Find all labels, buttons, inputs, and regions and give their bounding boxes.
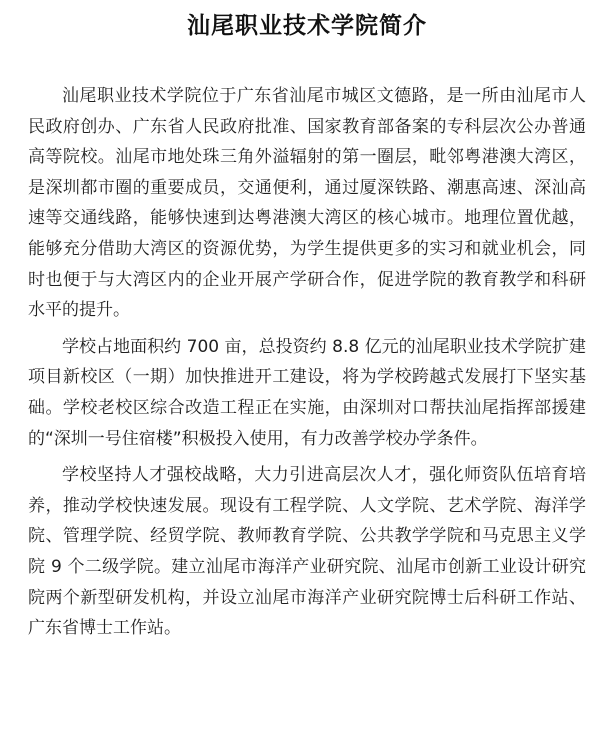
article-body [28,81,586,644]
paragraph-faculty: 学校坚持人才强校战略，大力引进高层次人才，强化师资队伍培育培养，推动学校快速发展。现设有工程学院、人文学院、艺术学院、海洋学院、管理学院、经贸学院、教师教育学院、公共教学学院和马克思主义学院 9 个二级学院。建立汕尾市海洋产业研究院、汕尾市创新工业设计研究院两个新型研发机构，并设立汕尾市海洋产业研究院博士后科研工作站、广东省博士工作站。 [28,465,586,639]
page-title: 汕尾职业技术学院简介 [187,13,427,39]
paragraph-location: 汕尾职业技术学院位于广东省汕尾市城区文德路，是一所由汕尾市人民政府创办、广东省人民政府批准、国家教育部备案的专科层次公办普通高等院校。汕尾市地处珠三角外溢辐射的第一圈层，毗邻粤港澳大湾区，是深圳都市圈的重要成员，交通便利，通过厦深铁路、潮惠高速、深汕高速等交通线路，能够快速到达粤港澳大湾区的核心城市。地理位置优越，能够充分借助大湾区的资源优势，为学生提供更多的实习和就业机会，同时也便于与大湾区内的企业开展产学研合作，促进学院的教育教学和科研水平的提升。 [28,86,586,321]
paragraph-campus: 学校占地面积约 700 亩，总投资约 8.8 亿元的汕尾职业技术学院扩建项目新校区（一期）加快推进开工建设，将为学校跨越式发展打下坚实基础。学校老校区综合改造工程正在实施，由深圳对口帮扶汕尾指挥部援建的“深圳一号住宿楼”积极投入使用，有力改善学校办学条件。 [28,336,586,449]
